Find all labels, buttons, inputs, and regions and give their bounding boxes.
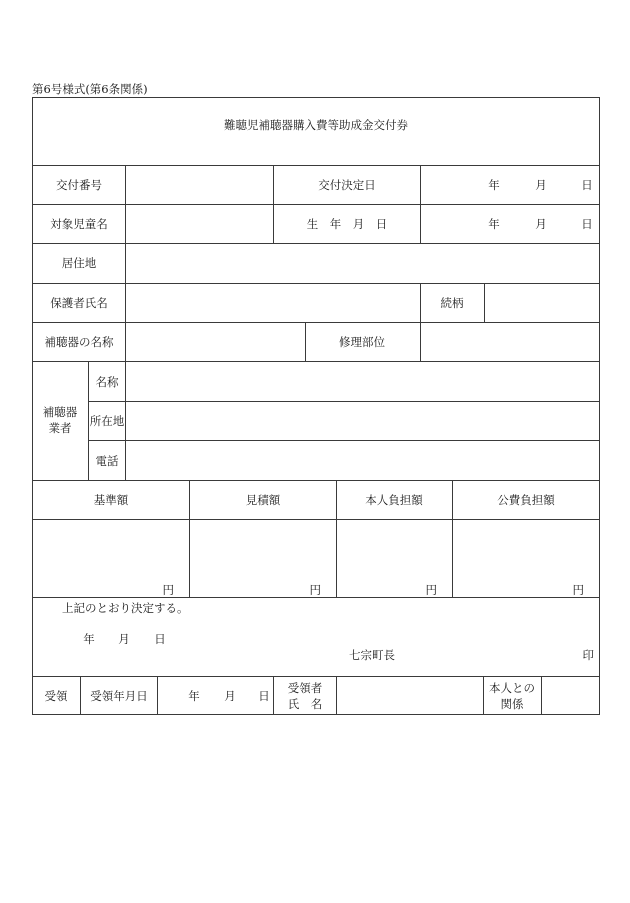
estimate-amount-unit: 円	[309, 583, 321, 597]
issue-date-day-unit: 日	[581, 178, 593, 192]
decision-month-unit: 月	[118, 632, 130, 646]
form-title: 難聴児補聴器購入費等助成金交付券	[224, 118, 408, 132]
child-name-label: 対象児童名	[50, 217, 108, 231]
issue-date-month-unit: 月	[535, 178, 547, 192]
decision-year-unit: 年	[83, 632, 95, 646]
repair-part-label: 修理部位	[339, 335, 385, 349]
standard-amount-header: 基準額	[93, 493, 129, 507]
public-payment-header: 公費負担額	[497, 493, 555, 507]
form-border	[33, 98, 600, 715]
receipt-date-label: 受領年月日	[90, 689, 148, 703]
relationship-label: 続柄	[440, 296, 464, 310]
self-payment-unit: 円	[425, 583, 437, 597]
receipt-year-unit: 年	[188, 689, 200, 703]
decision-day-unit: 日	[154, 632, 166, 646]
residence-label: 居住地	[61, 256, 97, 270]
birth-date-year-unit: 年	[488, 217, 500, 231]
recipient-label-1: 受領者	[287, 681, 323, 695]
vendor-group-label-2: 業者	[48, 421, 72, 435]
receipt-label: 受領	[44, 689, 68, 703]
estimate-amount-header: 見積額	[245, 493, 281, 507]
standard-amount-unit: 円	[162, 583, 174, 597]
birth-date-month-unit: 月	[535, 217, 547, 231]
vendor-name-label: 名称	[95, 375, 119, 389]
form-number: 第6号様式(第6条関係)	[32, 82, 148, 96]
issue-decision-date-label: 交付決定日	[318, 178, 376, 192]
birth-date-day-unit: 日	[581, 217, 593, 231]
self-payment-header: 本人負担額	[365, 493, 423, 507]
vendor-group-label-1: 補聴器	[42, 405, 78, 419]
issue-date-year-unit: 年	[488, 178, 500, 192]
receipt-day-unit: 日	[258, 689, 270, 703]
relation-label-1: 本人との	[489, 681, 535, 695]
guardian-name-label: 保護者氏名	[50, 296, 108, 310]
decision-statement: 上記のとおり決定する。	[62, 601, 189, 615]
hearing-aid-name-label: 補聴器の名称	[44, 335, 114, 349]
seal-mark: 印	[582, 648, 594, 662]
birth-date-label: 生 年 月 日	[306, 217, 388, 231]
vendor-phone-label: 電話	[95, 454, 119, 468]
receipt-month-unit: 月	[224, 689, 236, 703]
relation-label-2: 関係	[500, 697, 524, 711]
public-payment-unit: 円	[572, 583, 584, 597]
issuer-name: 七宗町長	[349, 648, 395, 662]
recipient-label-2: 氏 名	[287, 697, 323, 711]
vendor-address-label: 所在地	[89, 414, 125, 428]
issue-number-label: 交付番号	[56, 178, 102, 192]
